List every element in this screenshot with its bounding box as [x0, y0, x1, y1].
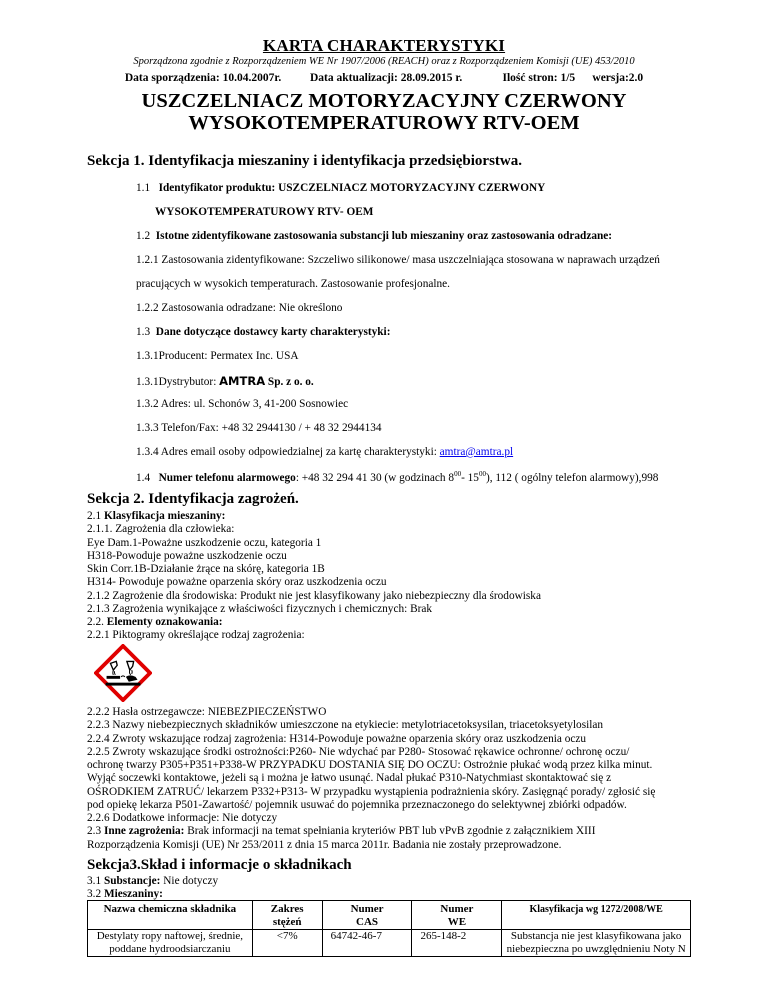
- section2-body: [87, 510, 747, 643]
- ghs05-corrosion-icon: [94, 644, 152, 702]
- product-name: [0, 90, 768, 134]
- table-header-row: [88, 901, 691, 930]
- s2-line: Eye Dam.1-Poważne uszkodzenie oczu, kategoria 1: [87, 536, 322, 549]
- s2-line: 2.1 Klasyfikacja mieszaniny:: [87, 510, 226, 522]
- s2-line: 2.2.3 Nazwy niebezpiecznych składników umieszczone na etykiecie: metylotriacetoksysilan, triacetoksyetylosilan: [87, 719, 604, 732]
- section2-body-cont: [87, 706, 747, 852]
- page-count: Ilość stron: 1/5: [502, 72, 576, 84]
- s1-row-1-1-cont: WYSOKOTEMPERATUROWY RTV- OEM: [155, 206, 374, 218]
- s2-line: 2.2.1 Piktogramy określające rodzaj zagrożenia:: [87, 629, 305, 642]
- s1-row-1-2-2: 1.2.2 Zastosowania odradzane: Nie określono: [136, 302, 343, 314]
- s2-line: 2.2.4 Zwroty wskazujące rodzaj zagrożenia: H314-Powoduje poważne oparzenia skóry oraz uszkodzenia oczu: [87, 732, 587, 745]
- s2-line: 2.3 Inne zagrożenia: Brak informacji na temat spełniania kryteriów PBT lub vPvB zgodnie z załącznikiem XIII: [87, 825, 596, 838]
- col-header-cas: Numer CAS: [322, 901, 412, 930]
- s2-line: Wyjąć soczewki kontaktowe, jeżeli są i można je łatwo usunąć. Nadal płukać P310-Natychmiast skontaktować się z: [87, 772, 612, 785]
- s1-row-producer: 1.3.1Producent: Permatex Inc. USA: [136, 350, 299, 362]
- col-header-we: Numer WE: [412, 901, 502, 930]
- s2-line: 2.2.5 Zwroty wskazujące środki ostrożności:P260- Nie wdychać par P280- Stosować rękawice ochronne/ ochronę oczu/: [87, 745, 630, 758]
- s2-line: 2.2.2 Hasła ostrzegawcze: NIEBEZPIECZEŃSTWO: [87, 706, 327, 718]
- s2-line: 2.1.2 Zagrożenie dla środowiska: Produkt nie jest klasyfikowany jako niebezpieczny dla środowiska: [87, 589, 541, 602]
- s2-line: 2.1.1. Zagrożenia dla człowieka:: [87, 523, 235, 536]
- date-updated: Data aktualizacji: 28.09.2015 r.: [310, 72, 463, 84]
- distributor-brand: AMTRA: [219, 374, 266, 388]
- section3-heading: Sekcja3.Skład i informacje o składnikach: [87, 857, 352, 873]
- s1-row-email: 1.3.4 Adres email osoby odpowiedzialnej za kartę charakterystyki: amtra@amtra.pl: [136, 446, 514, 458]
- product-name-line1: USZCZELNIACZ MOTORYZACYJNY CZERWONY: [141, 90, 627, 112]
- section2-heading: Sekcja 2. Identyfikacja zagrożeń.: [87, 491, 299, 507]
- product-name-line2: WYSOKOTEMPERATUROWY RTV-OEM: [188, 112, 580, 134]
- s2-line: Skin Corr.1B-Działanie żrące na skórę, kategoria 1B: [87, 563, 325, 575]
- section3-body: [87, 875, 218, 902]
- s2-line: 2.1.3 Zagrożenia wynikające z właściwości fizycznych i chemicznych: Brak: [87, 602, 433, 615]
- s1-row-1-2-1: 1.2.1 Zastosowania zidentyfikowane: Szczeliwo silikonowe/ masa uszczelniająca stosowana w naprawach urządzeń: [136, 254, 660, 266]
- document-meta: [0, 72, 768, 84]
- s1-row-emergency: 1.4 Numer telefonu alarmowego: +48 32 294 41 30 (w godzinach $8^{00}-$ $15^{00}$), 112 ( ogólny telefon alarmowy),998: [136, 470, 659, 484]
- s1-row-phone: 1.3.3 Telefon/Fax: +48 32 2944130 / + 48 32 2944134: [136, 422, 382, 434]
- s3-line: 3.2 Mieszaniny:: [87, 888, 163, 901]
- s2-line: OŚRODKIEM ZATRUĆ/ lekarzem P332+P313- W przypadku wystąpienia podrażnienia skóry. Zasięgnąć porady/ zgłosić się: [87, 785, 656, 798]
- composition-table: [87, 900, 691, 957]
- s1-row-1-2: 1.2 Istotne zidentyfikowane zastosowania substancji lub mieszaniny oraz zastosowania odradzane:: [136, 230, 613, 242]
- s2-line: 2.2.6 Dodatkowe informacje: Nie dotyczy: [87, 812, 278, 824]
- document-title: KARTA CHARAKTERYSTYKI: [262, 36, 506, 55]
- version: wersja:2.0: [592, 72, 644, 84]
- s1-row-address: 1.3.2 Adres: ul. Schonów 3, 41-200 Sosnowiec: [136, 398, 349, 410]
- s2-line: H314- Powoduje poważne oparzenia skóry oraz uszkodzenia oczu: [87, 576, 387, 589]
- s1-row-1-2-1-cont: pracujących w wysokich temperaturach. Zastosowanie profesjonalne.: [136, 278, 450, 290]
- date-created: Data sporządzenia: 10.04.2007r.: [124, 72, 282, 84]
- s3-line: 3.1 Substancje: Nie dotyczy: [87, 875, 219, 887]
- col-header-classification: Klasyfikacja wg 1272/2008/WE: [502, 901, 691, 930]
- table-row: Destylaty ropy naftowej, średnie, poddane hydroodsiarczaniu <7% 64742-46-7 265-148-2 Substancja nie jest klasyfikowana jako niebezpieczna po uwzględnieniu Noty N: [88, 930, 691, 957]
- s1-row-distributor: 1.3.1Dystrybutor: AMTRA Sp. z o. o.: [136, 374, 314, 388]
- col-header-conc: Zakres stężeń: [252, 901, 322, 930]
- s2-line: ochronę twarzy P305+P351+P338-W PRZYPADKU DOSTANIA SIĘ DO OCZU: Ostrożnie płukać wodą przez kilka minut.: [87, 759, 653, 771]
- s2-line: 2.2. Elementy oznakowania:: [87, 616, 223, 628]
- s1-row-1-1: 1.1 Identyfikator produktu: USZCZELNIACZ MOTORYZACYJNY CZERWONY: [136, 182, 546, 194]
- s2-line: pod opiekę lekarza P501-Zawartość/ pojemnik usuwać do pojemnika przeznaczonego do selektywnej zbiórki odpadów.: [87, 798, 627, 811]
- s2-line: H318-Powoduje poważne uszkodzenie oczu: [87, 549, 287, 562]
- s1-row-1-3: 1.3 Dane dotyczące dostawcy karty charakterystyki:: [136, 326, 391, 338]
- regulation-subtitle: Sporządzona zgodnie z Rozporządzeniem WE Nr 1907/2006 (REACH) oraz z Rozporządzeniem Komisji (UE) 453/2010: [133, 56, 635, 67]
- s2-line: Rozporządzenia Komisji (UE) Nr 253/2011 z dnia 15 marca 2011r. Badania nie zostały przeprowadzone.: [87, 838, 562, 851]
- email-link[interactable]: amtra@amtra.pl: [439, 446, 514, 458]
- col-header-name: Nazwa chemiczna składnika: [88, 901, 253, 930]
- section1-heading: Sekcja 1. Identyfikacja mieszaniny i identyfikacja przedsiębiorstwa.: [87, 153, 522, 169]
